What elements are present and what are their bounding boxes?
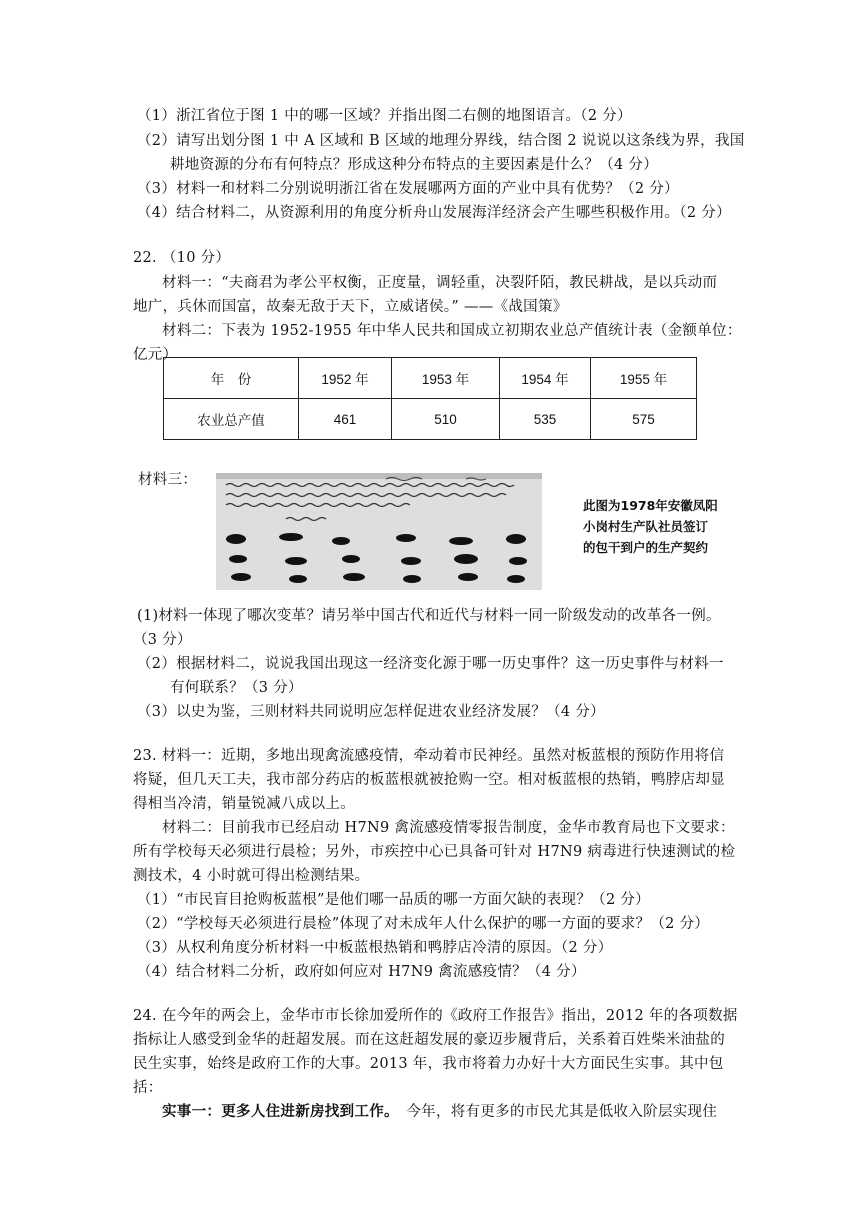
q22-subquestion-1-cont: （3 分） <box>133 632 192 648</box>
q22-material-2-cont: 亿元） <box>133 347 178 363</box>
q24-item-1-title: 实事一：更多人住进新房找到工作。 <box>162 1103 392 1120</box>
q23-material-1: 23. 材料一：近期，多地出现禽流感疫情，牵动着市民神经。虽然对板蓝根的预防作用将信 <box>133 748 725 764</box>
q24-item-1-text: 今年，将有更多的市民尤其是低收入阶层实现住 <box>391 1104 718 1120</box>
q22-subquestion-1: (1)材料一体现了哪次变革？请另举中国古代和近代与材料一同一阶级发动的改革各一例。 <box>137 608 721 624</box>
photo-caption <box>583 495 718 558</box>
table-value-cell: 461 <box>299 399 392 440</box>
q21-subquestion-3: （3）材料一和材料二分别说明浙江省在发展哪两方面的产业中具有优势？（2 分） <box>137 181 679 197</box>
table-value-cell: 535 <box>500 399 591 440</box>
table-value-cell: 575 <box>591 399 697 440</box>
agriculture-output-table <box>163 357 697 440</box>
table-year-cell: 1954 年 <box>500 358 591 399</box>
q24-paragraph-cont: 括： <box>133 1080 163 1096</box>
q22-header: 22. （10 分） <box>133 250 231 266</box>
q23-subquestion-1: （1）“市民盲目抢购板蓝根”是他们哪一品质的哪一方面欠缺的表现？（2 分） <box>137 892 650 908</box>
q23-subquestion-4: （4）结合材料二分析，政府如何应对 H7N9 禽流感疫情？（4 分） <box>137 964 586 980</box>
q23-subquestion-2: （2）“学校每天必须进行晨检”体现了对未成年人什么保护的哪一方面的要求？（2 分） <box>137 916 710 932</box>
photo-caption-line: 的包干到户的生产契约 <box>583 540 709 555</box>
table-year-cell: 1953 年 <box>392 358 500 399</box>
table-value-cell: 510 <box>392 399 500 440</box>
photo-caption-line: 此图为1978年安徽凤阳 <box>583 498 718 513</box>
q24-paragraph-cont: 指标让人感受到金华的赶超发展。而在这赶超发展的豪迈步履背后，关系着百姓柴米油盐的 <box>133 1032 725 1048</box>
q23-material-2: 材料二：目前我市已经启动 H7N9 禽流感疫情零报告制度，金华市教育局也下文要求： <box>162 820 735 836</box>
q23-material-2-cont: 测技术，4 小时就可得出检测结果。 <box>133 868 370 884</box>
q21-subquestion-1: （1）浙江省位于图 1 中的哪一区域？并指出图二右侧的地图语言。（2 分） <box>137 108 632 124</box>
q23-subquestion-3: （3）从权利角度分析材料一中板蓝根热销和鸭脖店冷清的原因。（2 分） <box>137 940 613 956</box>
q23-material-2-cont: 所有学校每天必须进行晨检；另外，市疾控中心已具备可针对 H7N9 病毒进行快速测试的检 <box>133 844 736 860</box>
table-header-label: 年 份 <box>164 358 299 399</box>
table-row <box>164 399 697 440</box>
q22-material-1-cont: 地广，兵休而国富，故秦无敌于天下，立威诸侯。” ——《战国策》 <box>133 299 568 315</box>
table-row-label: 农业总产值 <box>164 399 299 440</box>
q24-paragraph-cont: 民生实事，始终是政府工作的大事。2013 年，我市将着力办好十大方面民生实事。其中包 <box>133 1056 724 1072</box>
q22-material-2: 材料二：下表为 1952-1955 年中华人民共和国成立初期农业总产值统计表（金额单位： <box>162 323 742 339</box>
q22-material-1: 材料一：“夫商君为孝公平权衡，正度量，调轻重，决裂阡陌，教民耕战，是以兵动而 <box>162 275 718 291</box>
table-year-cell: 1955 年 <box>591 358 697 399</box>
table-year-cell: 1952 年 <box>299 358 392 399</box>
q24-paragraph: 24. 在今年的两会上，金华市市长徐加爱所作的《政府工作报告》指出，2012 年的各项数据 <box>133 1008 738 1024</box>
q22-subquestion-2: （2）根据材料二，说说我国出现这一经济变化源于哪一历史事件？这一历史事件与材料一 <box>137 656 724 672</box>
handwritten-contract-image <box>216 473 542 590</box>
q22-subquestion-3: （3）以史为鉴，三则材料共同说明应怎样促进农业经济发展？（4 分） <box>137 704 605 720</box>
q24-item-1 <box>162 1102 717 1122</box>
q22-subquestion-2-cont: 有何联系？（3 分） <box>170 680 303 696</box>
q21-subquestion-2: （2）请写出划分图 1 中 A 区域和 B 区域的地理分界线，结合图 2 说说以这条线为界，我国 <box>137 133 745 149</box>
q21-subquestion-4: （4）结合材料二，从资源利用的角度分析舟山发展海洋经济会产生哪些积极作用。（2 分） <box>137 205 731 221</box>
contract-photo <box>216 473 542 590</box>
table-row <box>164 358 697 399</box>
q22-material-3-label: 材料三： <box>138 472 198 488</box>
q23-material-1-cont: 得相当冷清，销量锐减八成以上。 <box>133 796 355 812</box>
q21-subquestion-2-cont: 耕地资源的分布有何特点？形成这种分布特点的主要因素是什么？（4 分） <box>170 157 659 173</box>
photo-caption-line: 小岗村生产队社员签订 <box>583 519 709 534</box>
q23-material-1-cont: 将疑，但几天工夫，我市部分药店的板蓝根就被抢购一空。相对板蓝根的热销，鸭脖店却显 <box>133 772 725 788</box>
